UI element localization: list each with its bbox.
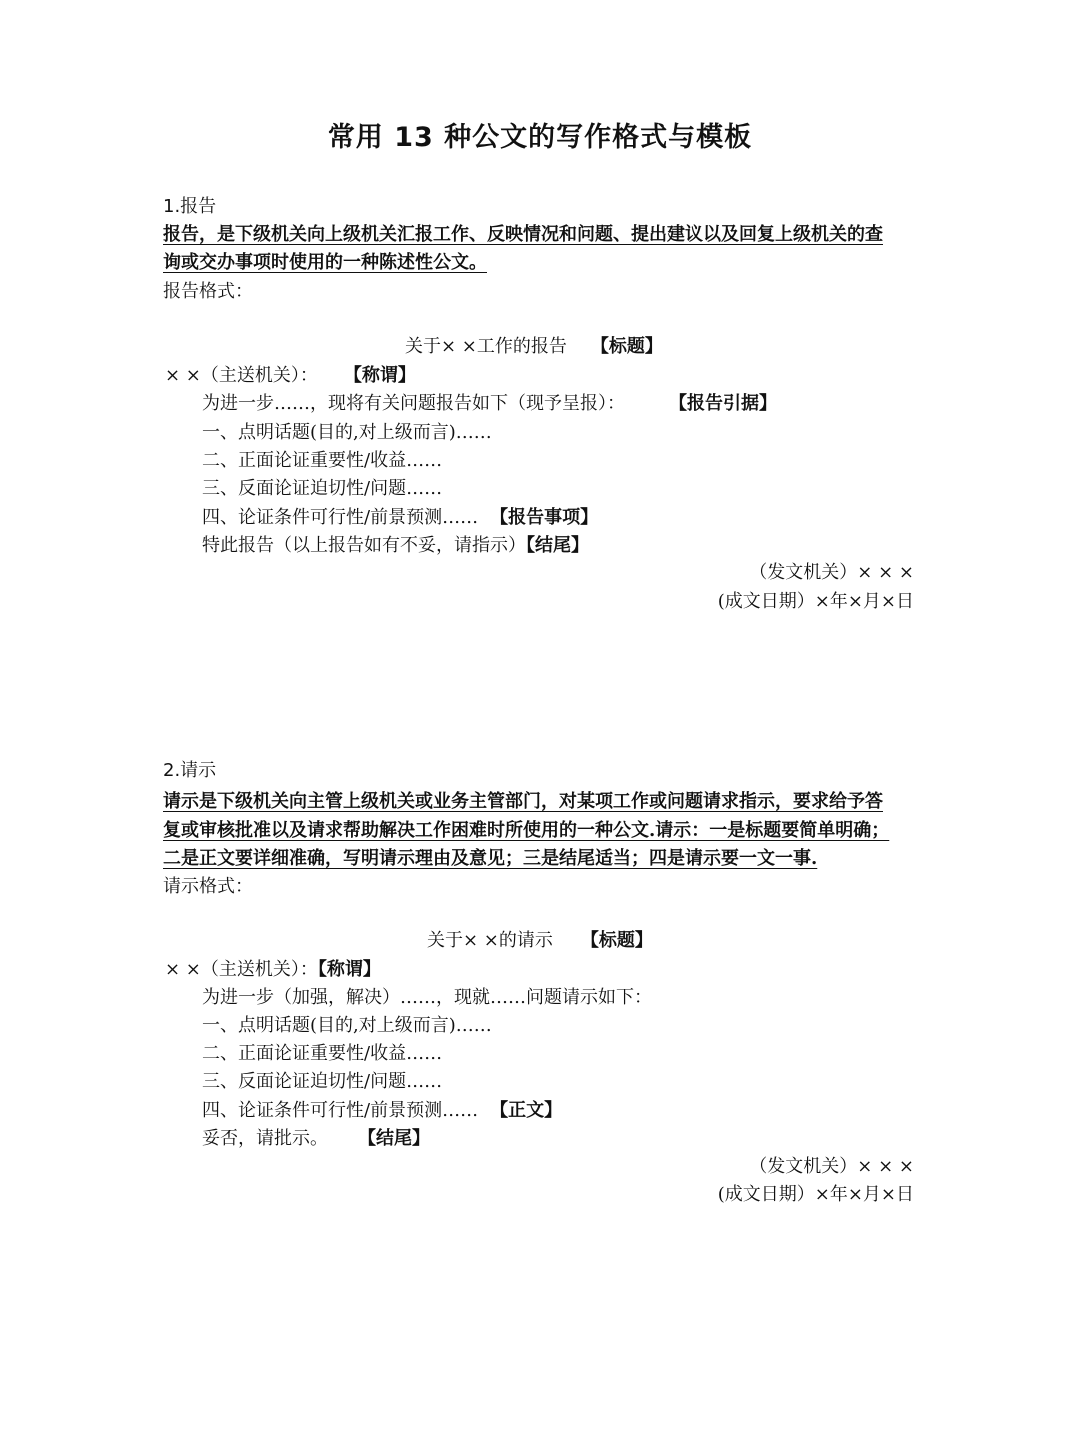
section-heading-report: 1.报告 — [163, 196, 217, 217]
request-intro: 为进一步（加强，解决）……，现就……问题请示如下： — [202, 987, 652, 1008]
request-closing-text: 妥否，请批示。 — [202, 1128, 328, 1149]
section-heading-request: 2.请示 — [163, 760, 217, 781]
report-item-4-tag: 【报告事项】 — [490, 507, 599, 528]
request-template-title-text: 关于× ×的请示 — [427, 930, 553, 951]
report-intro — [202, 390, 777, 418]
report-definition-line-2: 询或交办事项时使用的一种陈述性公文。 — [163, 252, 487, 273]
report-intro-text: 为进一步……，现将有关问题报告如下（现予呈报）： — [202, 393, 625, 414]
report-closing — [202, 532, 589, 560]
report-format-label: 报告格式： — [163, 281, 253, 302]
report-definition-line-1: 报告，是下级机关向上级机关汇报工作、反映情况和问题、提出建议以及回复上级机关的查 — [163, 224, 883, 245]
report-closing-text: 特此报告（以上报告如有不妥，请指示） — [202, 535, 526, 556]
report-salutation-tag: 【称谓】 — [343, 365, 416, 386]
request-closing-tag: 【结尾】 — [358, 1128, 430, 1149]
request-template-title — [427, 927, 653, 955]
request-salutation-text: × ×（主送机关）： — [165, 959, 318, 980]
request-definition-line-2: 复或审核批准以及请求帮助解决工作困难时所使用的一种公文.请示：一是标题要简单明确； — [163, 820, 890, 841]
report-item-4-text: 四、论证条件可行性/前景预测…… — [202, 507, 479, 528]
request-definition-line-3: 二是正文要详细准确，写明请示理由及意见；三是结尾适当；四是请示要一文一事. — [163, 848, 818, 869]
request-template-title-tag: 【标题】 — [580, 930, 653, 951]
request-closing — [202, 1125, 430, 1153]
report-template-title — [405, 333, 663, 361]
report-template-title-text: 关于× ×工作的报告 — [405, 336, 567, 357]
request-salutation — [165, 956, 381, 984]
request-item-4-tag: 【正文】 — [490, 1100, 563, 1121]
request-salutation-tag: 【称谓】 — [317, 959, 381, 980]
report-salutation-text: × ×（主送机关）： — [165, 365, 318, 386]
report-issuer: （发文机关）× × × — [749, 562, 914, 583]
request-definition-line-1: 请示是下级机关向主管上级机关或业务主管部门，对某项工作或问题请求指示，要求给予答 — [163, 791, 883, 812]
request-issuer: （发文机关）× × × — [749, 1156, 914, 1177]
report-item-1: 一、点明话题(目的,对上级而言)…… — [202, 422, 492, 443]
request-item-4-text: 四、论证条件可行性/前景预测…… — [202, 1100, 479, 1121]
request-format-label: 请示格式： — [163, 876, 253, 897]
report-template-title-tag: 【标题】 — [590, 336, 663, 357]
request-item-1: 一、点明话题(目的,对上级而言)…… — [202, 1015, 492, 1036]
report-salutation — [165, 362, 416, 390]
request-date: (成文日期）×年×月×日 — [717, 1184, 914, 1205]
report-closing-tag: 【结尾】 — [526, 535, 589, 556]
report-date: (成文日期）×年×月×日 — [717, 591, 914, 612]
request-item-2: 二、正面论证重要性/收益…… — [202, 1043, 443, 1064]
report-item-3: 三、反面论证迫切性/问题…… — [202, 478, 443, 499]
request-item-3: 三、反面论证迫切性/问题…… — [202, 1071, 443, 1092]
report-item-2: 二、正面论证重要性/收益…… — [202, 450, 443, 471]
request-item-4 — [202, 1097, 562, 1125]
document-title: 常用 13 种公文的写作格式与模板 — [327, 122, 753, 153]
report-item-4 — [202, 504, 598, 532]
report-intro-tag: 【报告引据】 — [669, 393, 777, 414]
